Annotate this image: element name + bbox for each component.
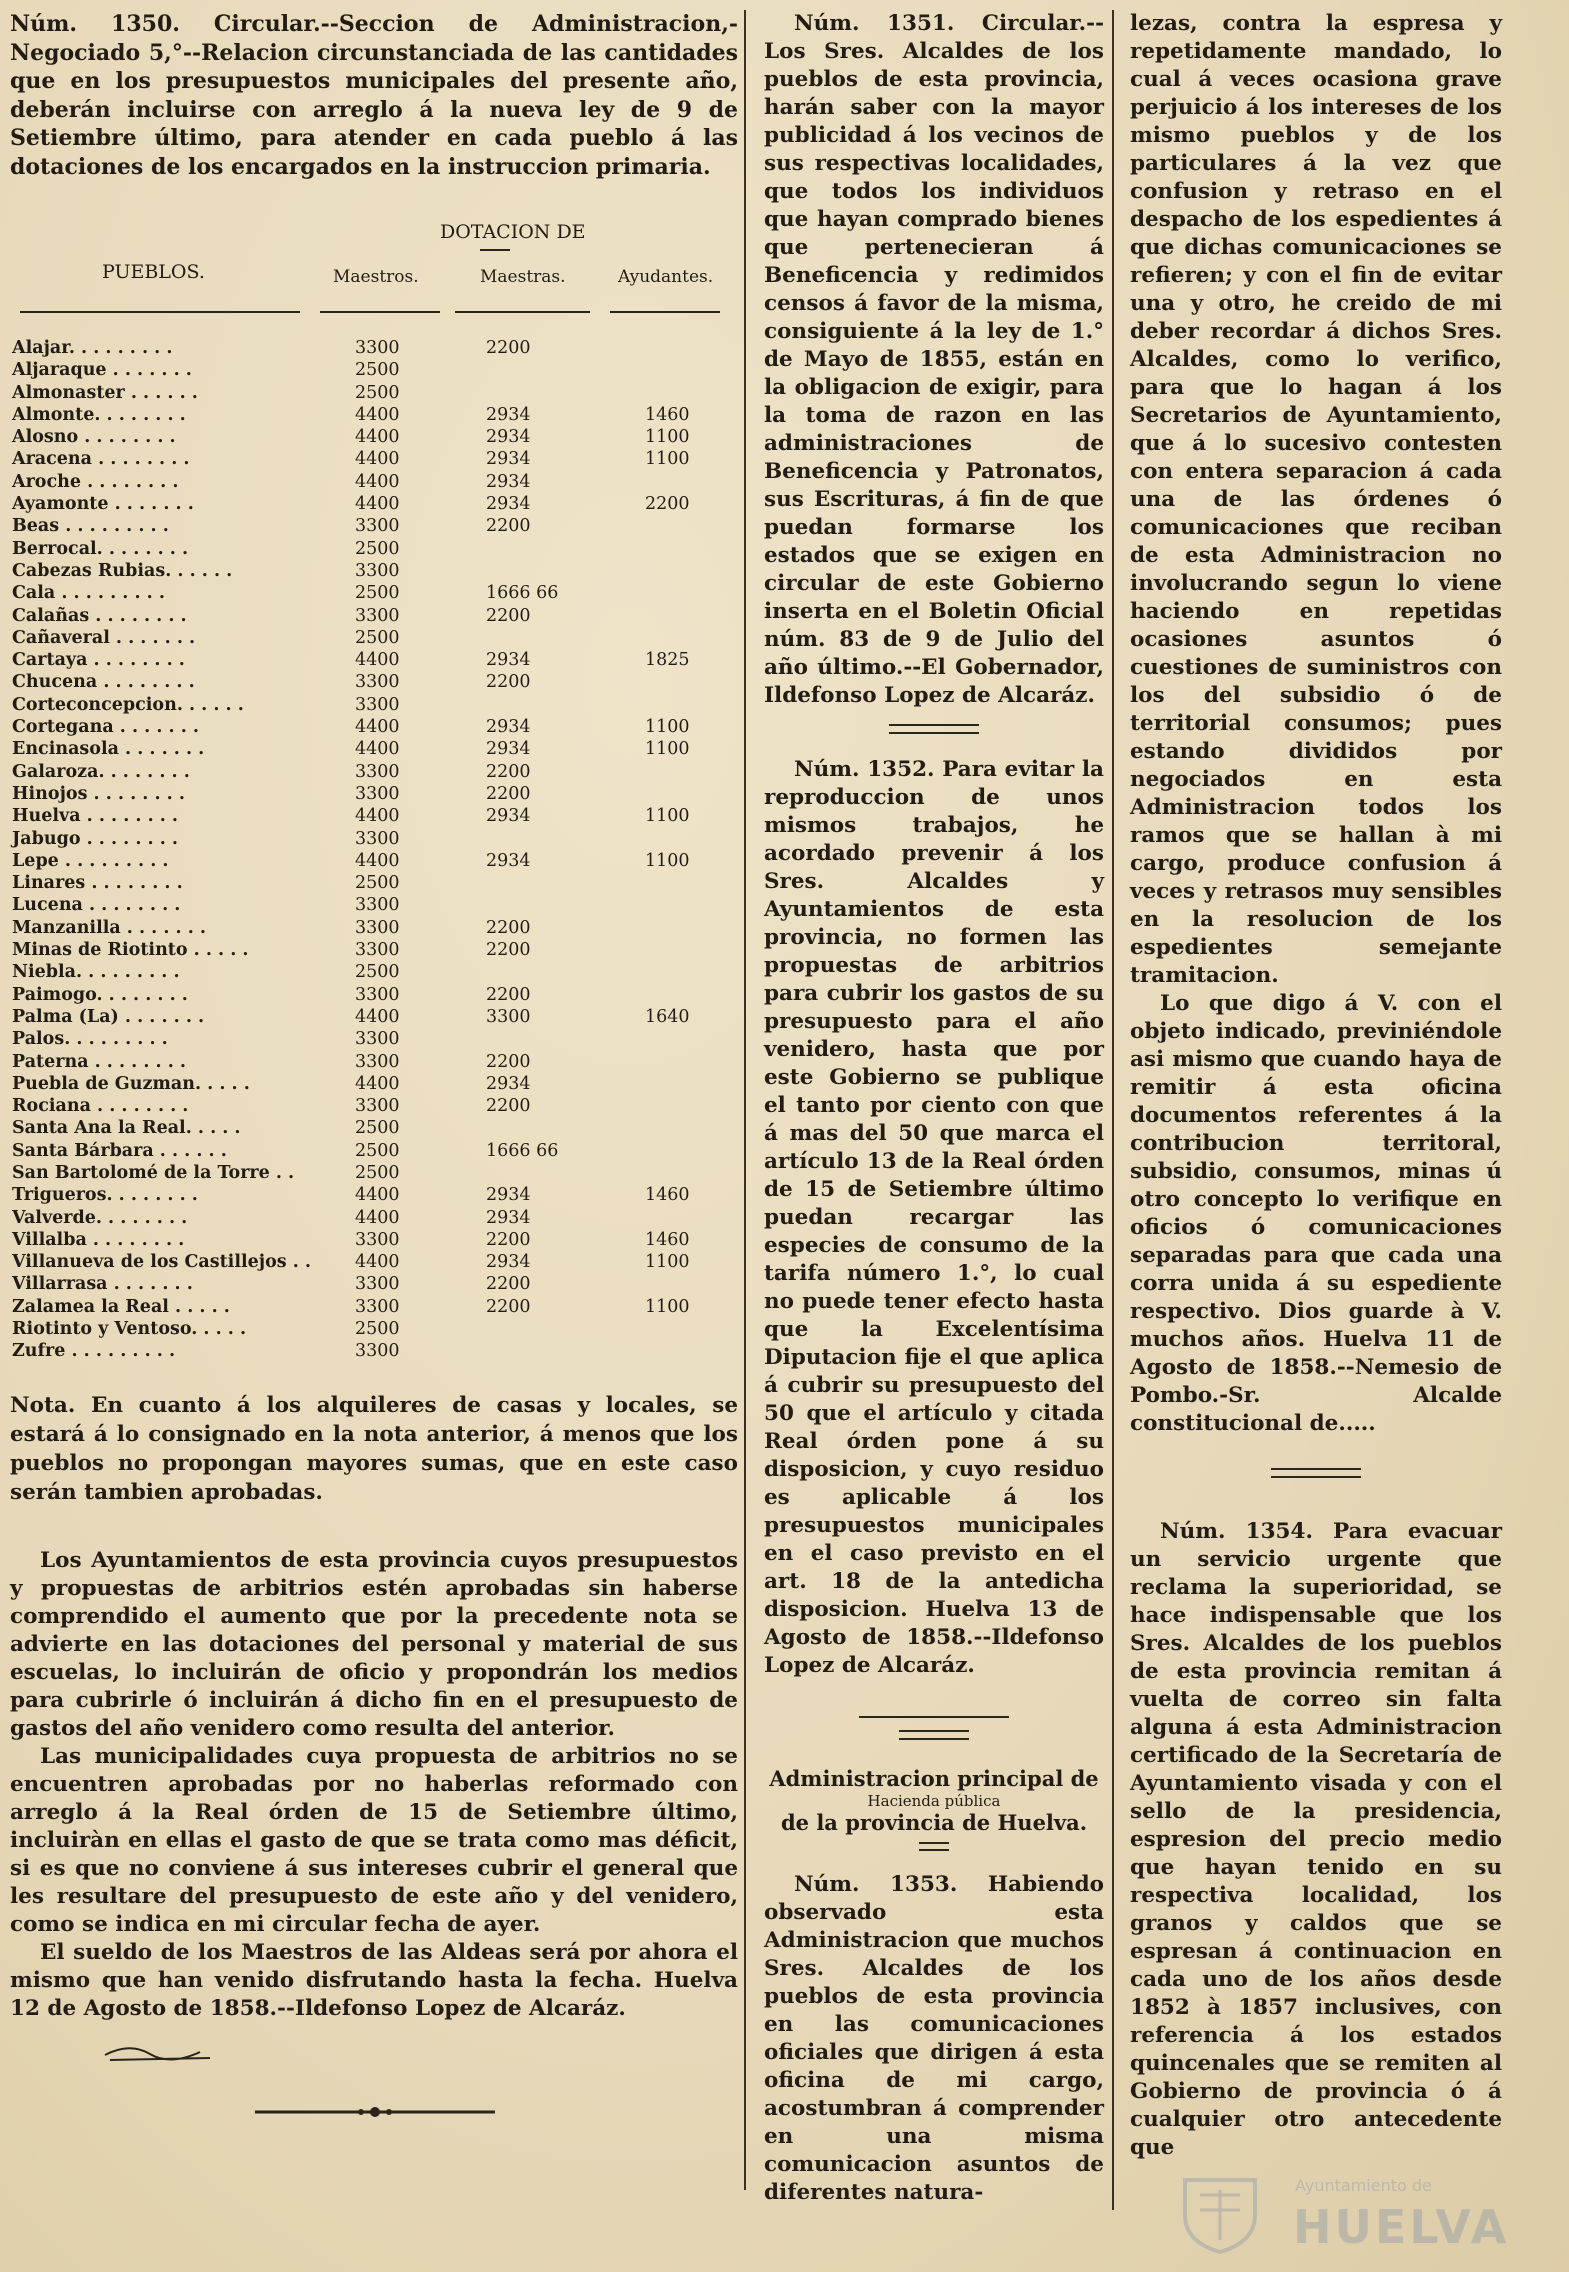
ayudantes-value: 2200: [645, 494, 690, 515]
table-row: [10, 1273, 738, 1295]
pueblo-name: Zalamea la Real . . . . .: [12, 1296, 230, 1317]
table-row: [10, 382, 738, 404]
maestras-value: 2934: [486, 404, 531, 425]
maestros-value: 2500: [355, 382, 400, 403]
pueblo-name: Cañaveral . . . . . . .: [12, 627, 196, 648]
ayudantes-value: 1100: [645, 1296, 690, 1317]
pueblo-name: Santa Bárbara . . . . . .: [12, 1140, 227, 1161]
pueblo-name: Chucena . . . . . . . .: [12, 672, 195, 693]
table-row: [10, 671, 738, 693]
maestras-value: 2934: [486, 739, 531, 760]
table-row: [10, 850, 738, 872]
pueblo-name: Beas . . . . . . . . .: [12, 516, 169, 537]
maestros-value: 2500: [355, 1319, 400, 1340]
table-row: [10, 649, 738, 671]
table-row: [10, 1229, 738, 1251]
table-row: [10, 1140, 738, 1162]
pueblo-name: Minas de Riotinto . . . . .: [12, 940, 249, 961]
paragraph-municipalidades: Las municipalidades cuya propuesta de arbitrios no se encuentren aprobadas por no haberlas reformado con arreglo á la Real órden de 15 de Setiembre último, incluiràn en ellas el gasto de que se trata como mas déficit, si es que no conviene á sus intereses cubrir el general que les resultare del presupuesto de este año y del venidero, como se indica en mi circular fecha de ayer.: [10, 1743, 738, 1937]
maestros-value: 4400: [355, 650, 400, 671]
pueblo-name: Hinojos . . . . . . . .: [12, 783, 185, 804]
col-header-ayudantes: Ayudantes.: [618, 267, 714, 287]
table-row: [10, 917, 738, 939]
column-3: [1130, 10, 1502, 2162]
maestras-value: 2934: [486, 717, 531, 738]
maestros-value: 3300: [355, 761, 400, 782]
circular-1350-heading: Núm. 1350. Circular.--Seccion de Administracion,-Negociado 5,°--Relacion circunstanciada de las cantidades que en los presupuestos municipales del presente año, deberán incluirse con arreglo á la nueva ley de 9 de Setiembre último, para atender en cada pueblo á las dotaciones de los encargados en la instruccion primaria.: [10, 11, 738, 180]
maestras-value: 2934: [486, 1185, 531, 1206]
maestras-value: 2200: [486, 1229, 531, 1250]
table-row: [10, 515, 738, 537]
maestros-value: 3300: [355, 917, 400, 938]
maestros-value: 3300: [355, 1096, 400, 1117]
maestros-value: 4400: [355, 404, 400, 425]
pueblo-name: Riotinto y Ventoso. . . . .: [12, 1319, 247, 1340]
maestros-value: 3300: [355, 828, 400, 849]
pueblo-name: Niebla. . . . . . . . .: [12, 962, 180, 983]
ayudantes-value: 1100: [645, 739, 690, 760]
maestros-value: 3300: [355, 672, 400, 693]
pueblo-name: Galaroza. . . . . . . .: [12, 761, 190, 782]
maestros-value: 2500: [355, 1140, 400, 1161]
col-header-maestras: Maestras.: [480, 267, 566, 287]
pueblo-name: Corteconcepcion. . . . . .: [12, 694, 244, 715]
circular-1351: Núm. 1351. Circular.-- Los Sres. Alcaldes de los pueblos de esta provincia, harán saber con la mayor publicidad á los vecinos de sus respectivas localidades, que todos los individuos que hayan comprado bienes que pertenecieran á Beneficencia y redimidos censos á favor de la misma, consiguiente á la ley de 1.° de Mayo de 1855, están en la obligacion de exigir, para la toma de razon en las administraciones de Beneficencia y Patronatos, sus Escrituras, á fin de que puedan formarse los estados que se exigen en circular de este Gobierno inserta en el Boletin Oficial núm. 83 de 9 de Julio del año último.--El Gobernador, Ildefonso Lopez de Alcaráz.: [764, 11, 1104, 708]
maestros-value: 2500: [355, 627, 400, 648]
header-rule-pueblos: [20, 311, 300, 313]
ayudantes-value: 1100: [645, 449, 690, 470]
pueblo-name: Huelva . . . . . . . .: [12, 806, 179, 827]
ayudantes-value: 1460: [645, 404, 690, 425]
table-row: [10, 872, 738, 894]
table-row: [10, 894, 738, 916]
pueblo-name: Alajar. . . . . . . . .: [12, 338, 173, 358]
watermark-small-text: Ayuntamiento de: [1295, 2176, 1432, 2195]
maestros-value: 4400: [355, 1006, 400, 1027]
maestras-value: 2934: [486, 427, 531, 448]
maestros-value: 4400: [355, 717, 400, 738]
pueblo-name: Aracena . . . . . . . .: [12, 449, 190, 470]
maestras-value: 2200: [486, 516, 531, 537]
ayudantes-value: 1100: [645, 806, 690, 827]
table-row: [10, 493, 738, 515]
pueblo-name: Valverde. . . . . . . .: [12, 1207, 188, 1228]
maestros-value: 3300: [355, 694, 400, 715]
table-row: [10, 1073, 738, 1095]
ayudantes-value: 1460: [645, 1185, 690, 1206]
maestras-value: 3300: [486, 1006, 531, 1027]
maestras-value: 2934: [486, 806, 531, 827]
maestros-value: 3300: [355, 1229, 400, 1250]
maestros-value: 4400: [355, 1073, 400, 1094]
maestros-value: 2500: [355, 360, 400, 381]
maestras-value: 2934: [486, 449, 531, 470]
maestros-value: 3300: [355, 605, 400, 626]
ayudantes-value: 1460: [645, 1229, 690, 1250]
signature-flourish: [100, 2040, 220, 2070]
maestros-value: 3300: [355, 560, 400, 581]
title-underline: [480, 249, 510, 251]
maestras-value: 2934: [486, 494, 531, 515]
table-title: DOTACION DE: [440, 221, 586, 243]
maestros-value: 2500: [355, 873, 400, 894]
archive-watermark: [1165, 2170, 1510, 2255]
table-row: [10, 1296, 738, 1318]
pueblo-name: Almonte. . . . . . . .: [12, 404, 186, 425]
maestros-value: 4400: [355, 739, 400, 760]
maestros-value: 2500: [355, 1118, 400, 1139]
maestras-value: 2200: [486, 1274, 531, 1295]
header-rule-ayudantes: [610, 311, 720, 313]
nota-paragraph: Nota. En cuanto á los alquileres de casas y locales, se estará á lo consignado en la nota anterior, á menos que los pueblos no propongan mayores sumas, que en este caso serán tambien aprobadas.: [10, 1392, 738, 1505]
maestras-value: 2934: [486, 1073, 531, 1094]
table-row: [10, 1051, 738, 1073]
ayudantes-value: 1100: [645, 1252, 690, 1273]
table-row: [10, 939, 738, 961]
table-row: [10, 448, 738, 470]
separator-rule-2: [859, 1716, 1009, 1722]
dotacion-table-header: [10, 221, 738, 321]
maestras-value: 1666 66: [486, 583, 559, 604]
col-header-maestros: Maestros.: [333, 267, 419, 287]
maestros-value: 2500: [355, 1162, 400, 1183]
maestras-value: 2934: [486, 650, 531, 671]
separator-rule-3: [899, 1730, 969, 1740]
pueblo-name: Alosno . . . . . . . .: [12, 427, 176, 448]
table-row: [10, 1251, 738, 1273]
paragraph-ayuntamientos: Los Ayuntamientos de esta provincia cuyos presupuestos y propuestas de arbitrios estén aprobadas sin haberse comprendido el aumento que por la precedente nota se advierte en las dotaciones del personal y material de sus escuelas, lo incluirán de oficio y propondrán los medios para cubrirle ó incluirán á dicho fin en el presupuesto de gastos del año venidero como resulta del anterior.: [10, 1547, 738, 1741]
ayudantes-value: 1825: [645, 650, 690, 671]
maestros-value: 3300: [355, 1274, 400, 1295]
table-row: [10, 560, 738, 582]
pueblo-name: Aljaraque . . . . . . .: [12, 360, 192, 381]
table-row: [10, 1095, 738, 1117]
separator-rule: [889, 724, 979, 734]
pueblo-name: Linares . . . . . . . .: [12, 873, 183, 894]
maestros-value: 3300: [355, 338, 400, 358]
maestras-value: 2934: [486, 471, 531, 492]
maestros-value: 4400: [355, 427, 400, 448]
table-row: [10, 783, 738, 805]
maestros-value: 2500: [355, 962, 400, 983]
end-ornament-rule: [255, 2105, 495, 2119]
circular-1353-continued: lezas, contra la espresa y repetidamente mandado, lo cual á veces ocasiona grave perjuicio á los intereses de los mismo pueblos y de los particulares á la vez que confusion y retraso en el despacho de los espedientes á que dichas comunicaciones se refieren; y con el fin de evitar una y otro, he creido de mi deber recordar á dichos Sres. Alcaldes, como lo verifico, para que lo hagan á los Secretarios de Ayuntamiento, que á lo sucesivo contesten con entera separacion á cada una de las órdenes ó comunicaciones que reciban de esta Administracion no involucrando segun lo viene haciendo en repetidas ocasiones asuntos ó cuestiones de suministros con los del subsidio ó de territorial consumos; pues estando divididos por negociados en esta Administracion todos los ramos que se hallan à mi cargo, produce confusion á veces y retrasos muy sensibles en la resolucion de los espedientes semejante tramitacion.: [1130, 11, 1502, 988]
maestros-value: 2500: [355, 538, 400, 559]
column-rule-2: [1112, 10, 1114, 2210]
coat-of-arms-icon: [1165, 2170, 1275, 2255]
admin-line-2: Hacienda pública: [867, 1792, 1001, 1810]
maestros-value: 3300: [355, 1029, 400, 1050]
maestros-value: 3300: [355, 783, 400, 804]
pueblo-name: Palos. . . . . . . . .: [12, 1029, 168, 1050]
table-row: [10, 426, 738, 448]
dotacion-table-rows: [10, 337, 738, 1363]
maestras-value: 2200: [486, 1296, 531, 1317]
pueblo-name: Santa Ana la Real. . . . .: [12, 1118, 241, 1139]
ayudantes-value: 1100: [645, 427, 690, 448]
pueblo-name: Berrocal. . . . . . . .: [12, 538, 189, 559]
maestras-value: 2200: [486, 1051, 531, 1072]
table-row: [10, 1162, 738, 1184]
pueblo-name: Paimogo. . . . . . . .: [12, 984, 188, 1005]
pueblo-name: Zufre . . . . . . . . .: [12, 1341, 176, 1362]
pueblo-name: Rociana . . . . . . . .: [12, 1096, 189, 1117]
maestros-value: 4400: [355, 1252, 400, 1273]
pueblo-name: Cartaya . . . . . . . .: [12, 650, 185, 671]
maestras-value: 2934: [486, 850, 531, 871]
pueblo-name: Jabugo . . . . . . . .: [12, 828, 178, 849]
pueblo-name: Cabezas Rubias. . . . . .: [12, 560, 233, 581]
maestros-value: 2500: [355, 583, 400, 604]
col-header-pueblos: PUEBLOS.: [102, 261, 205, 283]
pueblo-name: San Bartolomé de la Torre . .: [12, 1162, 295, 1183]
double-rule: [919, 1842, 949, 1851]
table-row: [10, 961, 738, 983]
maestros-value: 4400: [355, 471, 400, 492]
maestras-value: 2200: [486, 917, 531, 938]
table-row: [10, 627, 738, 649]
pueblo-name: Puebla de Guzman. . . . .: [12, 1073, 250, 1094]
table-row: [10, 404, 738, 426]
maestras-value: 2934: [486, 1252, 531, 1273]
circular-1354: Núm. 1354. Para evacuar un servicio urgente que reclama la superioridad, se hace indispensable que los Sres. Alcaldes de los pueblos de esta provincia remitan á vuelta de correo sin falta alguna á esta Administracion certificado de la Secretaría de Ayuntamiento visada y con el sello de la presidencia, espresion del precio medio que hayan tenido en su respectiva localidad, los granos y caldos que se espresan á continuacion en cada uno de los años desde 1852 à 1857 inclusives, con referencia á los estados quincenales que se remiten al Gobierno de provincia ó á cualquier otro antecedente que: [1130, 1519, 1502, 2160]
maestros-value: 3300: [355, 516, 400, 537]
maestros-value: 4400: [355, 850, 400, 871]
ayudantes-value: 1100: [645, 850, 690, 871]
maestros-value: 3300: [355, 895, 400, 916]
table-row: [10, 1028, 738, 1050]
table-row: [10, 337, 738, 359]
table-row: [10, 805, 738, 827]
admin-line-3: de la provincia de Huelva.: [780, 1810, 1088, 1835]
paragraph-sueldo-maestros: El sueldo de los Maestros de las Aldeas será por ahora el mismo que han venido disfrutando hasta la fecha. Huelva 12 de Agosto de 1858.--Ildefonso Lopez de Alcaráz.: [10, 1939, 738, 2021]
maestros-value: 4400: [355, 494, 400, 515]
table-row: [10, 1207, 738, 1229]
pueblo-name: Cala . . . . . . . . .: [12, 583, 165, 604]
pueblo-name: Almonaster . . . . . .: [12, 382, 198, 403]
admin-heading: [764, 1766, 1104, 1836]
pueblo-name: Lucena . . . . . . . .: [12, 895, 181, 916]
pueblo-name: Cortegana . . . . . . .: [12, 717, 199, 738]
circular-1352: Núm. 1352. Para evitar la reproduccion de unos mismos trabajos, he acordado prevenir á los Sres. Alcaldes y Ayuntamientos de esta provincia, no formen las propuestas de arbitrios para cubrir los gastos de su presupuesto para el año venidero, hasta que por este Gobierno se publique el tanto por ciento con que á mas del 50 que marca el artículo 13 de la Real órden de 15 de Setiembre último puedan recargar las especies de consumo de la tarifa número 1.°, lo cual no puede tener efecto hasta que la Excelentísima Diputacion fije el que aplica á cubrir su presupuesto del 50 que el artículo y citada Real órden pone á su disposicion, y cuyo residuo es aplicable á los presupuestos municipales en el caso previsto en el art. 18 de la antedicha disposicion. Huelva 13 de Agosto de 1858.--Ildefonso Lopez de Alcaráz.: [764, 757, 1104, 1678]
circular-1353: Núm. 1353. Habiendo observado esta Administracion que muchos Sres. Alcaldes de los pueblos de esta provincia en las comunicaciones oficiales que dirigen á esta oficina de mi cargo, acostumbran á comprender en una misma comunicacion asuntos de diferentes natura-: [764, 1872, 1104, 2205]
maestros-value: 4400: [355, 1207, 400, 1228]
table-row: [10, 694, 738, 716]
maestras-value: 2200: [486, 984, 531, 1005]
header-rule-maestros: [320, 311, 440, 313]
pueblo-name: Paterna . . . . . . . .: [12, 1051, 187, 1072]
table-row: [10, 828, 738, 850]
maestras-value: 2200: [486, 338, 531, 358]
pueblo-name: Manzanilla . . . . . . .: [12, 917, 207, 938]
maestras-value: 2200: [486, 672, 531, 693]
table-row: [10, 471, 738, 493]
admin-line-1: Administracion principal de: [769, 1766, 1099, 1791]
maestras-value: 2200: [486, 783, 531, 804]
maestras-value: 2200: [486, 605, 531, 626]
column-2: [764, 10, 1104, 2207]
maestros-value: 3300: [355, 1341, 400, 1362]
maestros-value: 4400: [355, 449, 400, 470]
column-rule-1: [744, 10, 746, 2190]
maestras-value: 1666 66: [486, 1140, 559, 1161]
maestros-value: 4400: [355, 806, 400, 827]
pueblo-name: Calañas . . . . . . . .: [12, 605, 187, 626]
pueblo-name: Villanueva de los Castillejos . .: [12, 1252, 311, 1273]
circular-1353-closing: Lo que digo á V. con el objeto indicado, previniéndole asi mismo que cuando haya de remitir á esta oficina documentos referentes á la contribucion territoral, subsidio, consumos, minas ú otro concepto lo verifique en oficios ó comunicaciones separadas para que cada una corra unida á su espediente respectivo. Dios guarde à V. muchos años. Huelva 11 de Agosto de 1858.--Nemesio de Pombo.-Sr. Alcalde constitucional de.....: [1130, 991, 1502, 1436]
table-row: [10, 605, 738, 627]
maestros-value: 3300: [355, 940, 400, 961]
maestras-value: 2200: [486, 761, 531, 782]
column-1: [10, 10, 738, 2023]
table-row: [10, 1184, 738, 1206]
maestros-value: 3300: [355, 984, 400, 1005]
pueblo-name: Lepe . . . . . . . . .: [12, 850, 169, 871]
table-row: [10, 1318, 738, 1340]
table-row: [10, 582, 738, 604]
table-row: [10, 1340, 738, 1362]
pueblo-name: Aroche . . . . . . . .: [12, 471, 179, 492]
maestras-value: 2200: [486, 940, 531, 961]
pueblo-name: Ayamonte . . . . . . .: [12, 494, 194, 515]
table-row: [10, 538, 738, 560]
maestras-value: 2200: [486, 1096, 531, 1117]
table-row: [10, 984, 738, 1006]
ayudantes-value: 1100: [645, 717, 690, 738]
pueblo-name: Trigueros. . . . . . . .: [12, 1185, 198, 1206]
table-row: [10, 1117, 738, 1139]
pueblo-name: Villalba . . . . . . . .: [12, 1229, 185, 1250]
table-row: [10, 1006, 738, 1028]
maestros-value: 3300: [355, 1051, 400, 1072]
table-row: [10, 716, 738, 738]
pueblo-name: Villarrasa . . . . . . .: [12, 1274, 193, 1295]
pueblo-name: Palma (La) . . . . . . .: [12, 1006, 205, 1027]
ayudantes-value: 1640: [645, 1006, 690, 1027]
watermark-big-text: HUELVA: [1293, 2200, 1510, 2254]
table-row: [10, 738, 738, 760]
header-rule-maestras: [455, 311, 590, 313]
maestras-value: 2934: [486, 1207, 531, 1228]
maestros-value: 4400: [355, 1185, 400, 1206]
separator-rule-4: [1271, 1468, 1361, 1478]
table-row: [10, 761, 738, 783]
pueblo-name: Encinasola . . . . . . .: [12, 739, 205, 760]
maestros-value: 3300: [355, 1296, 400, 1317]
table-row: [10, 359, 738, 381]
